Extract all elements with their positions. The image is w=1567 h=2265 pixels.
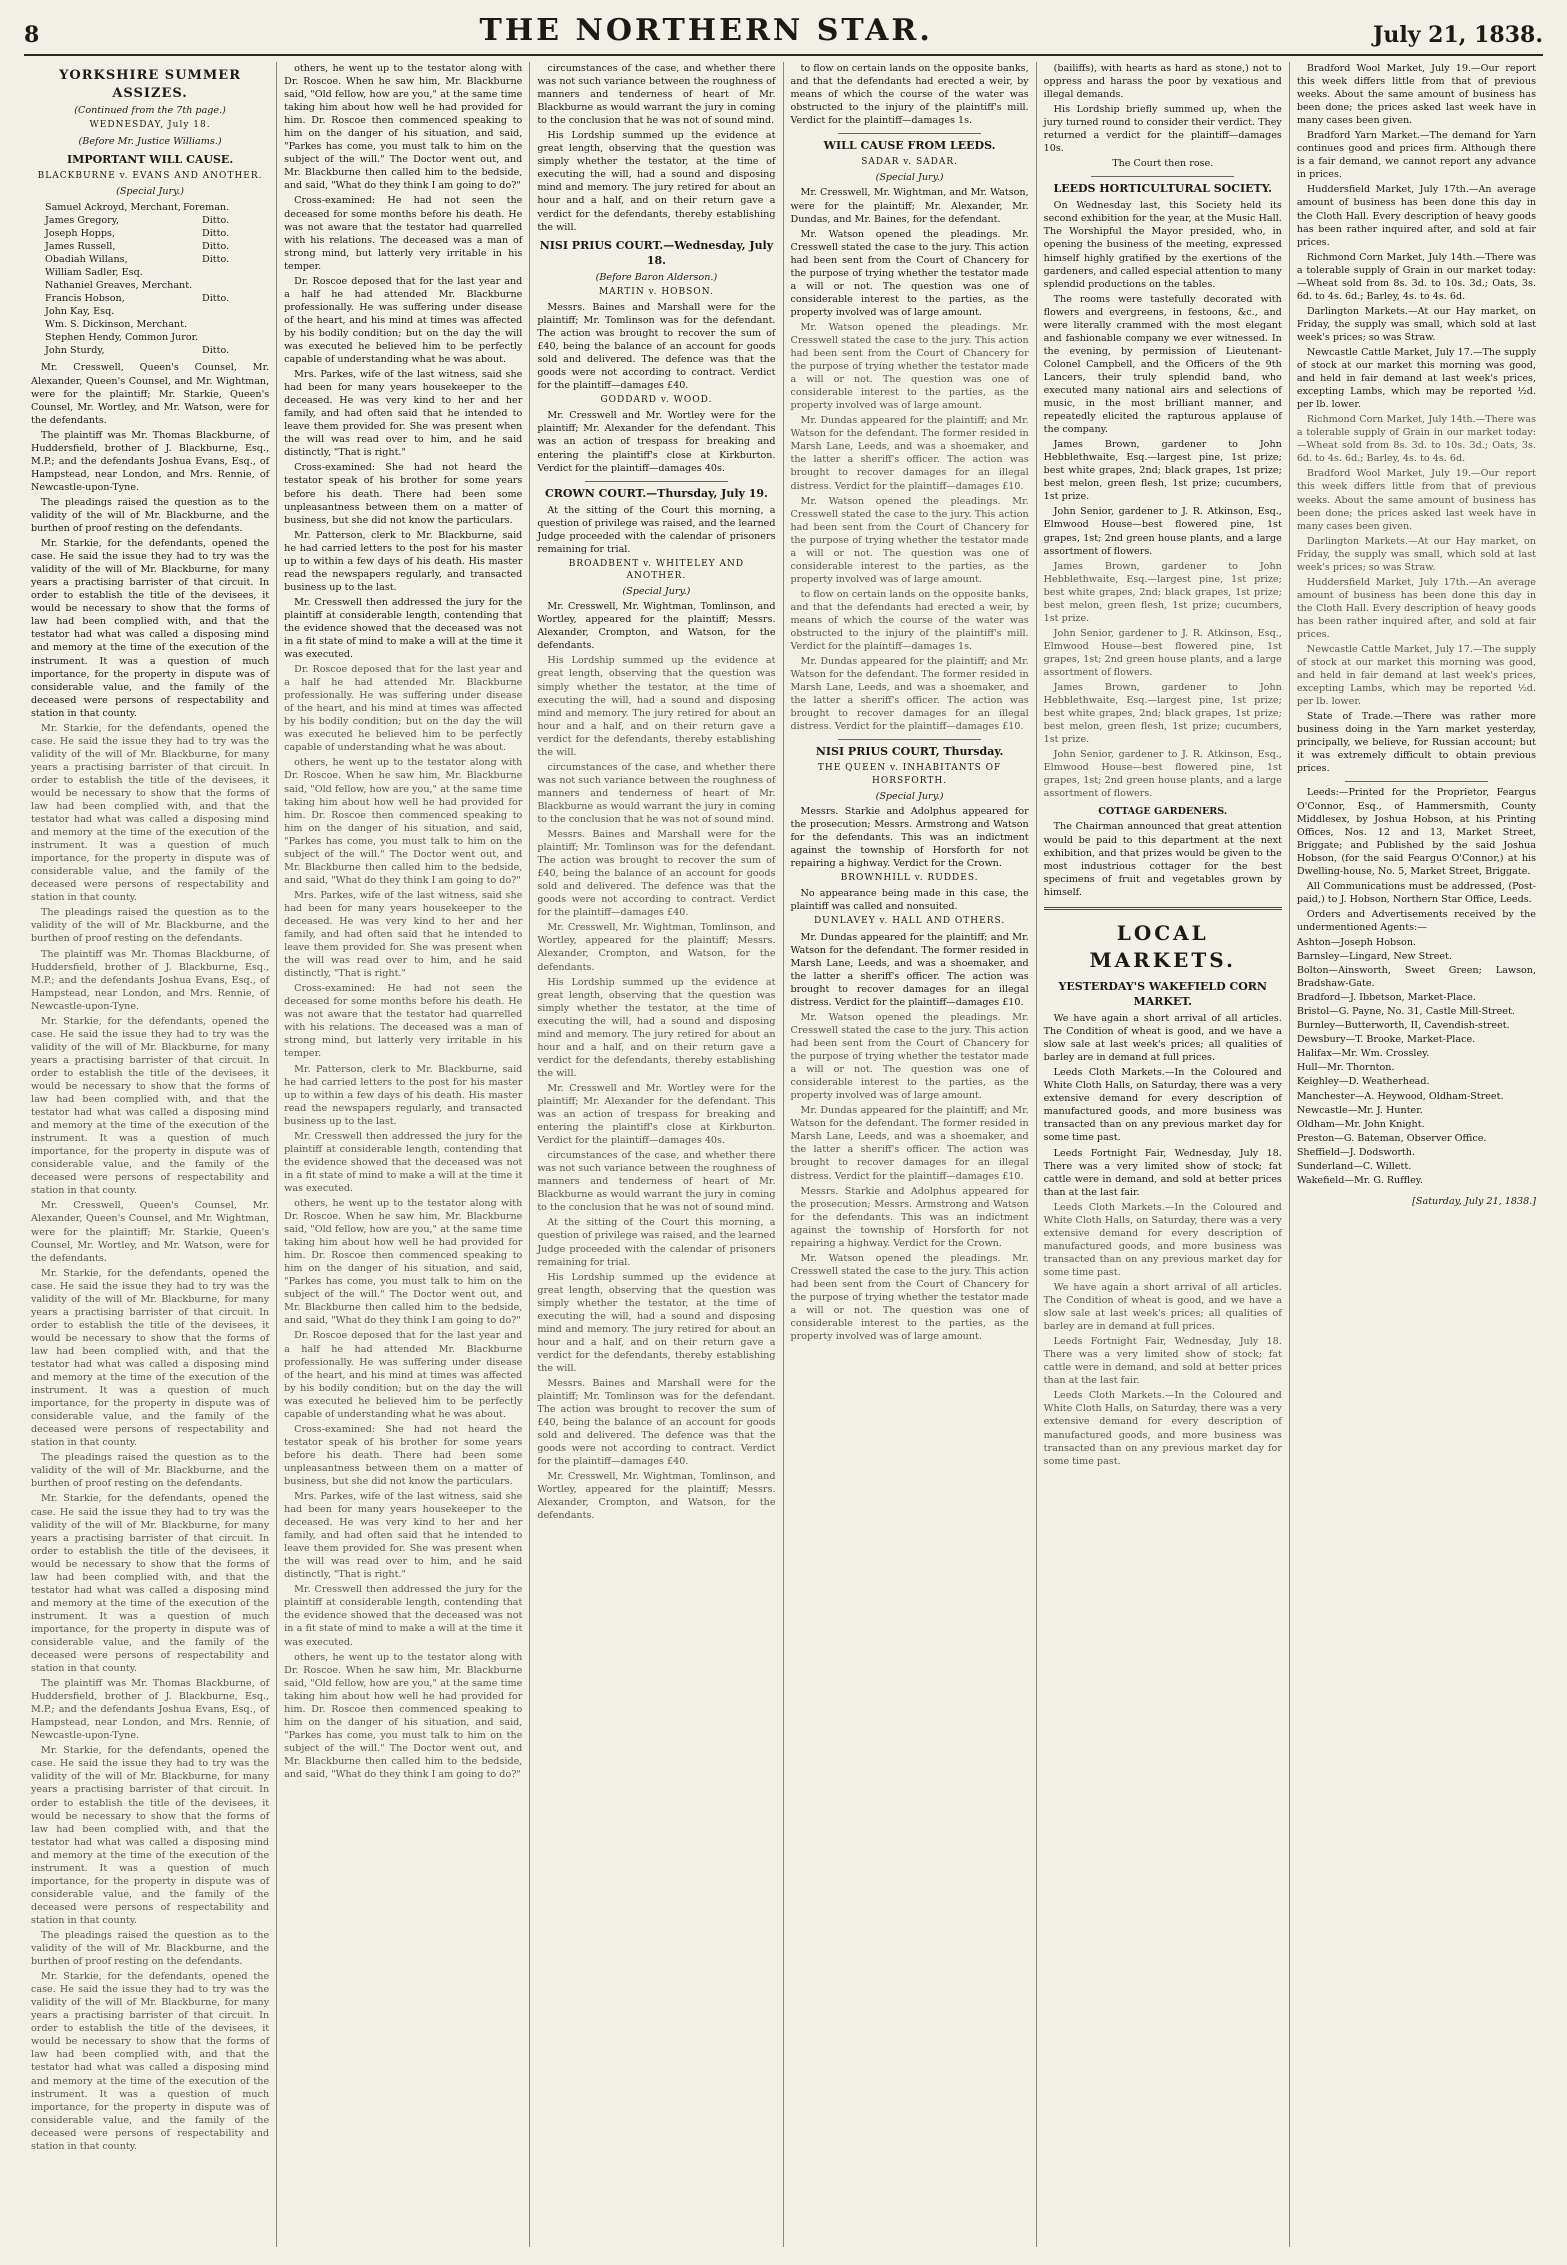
- prize-entry: John Senior, gardener to J. R. Atkinson, Esq., Elmwood House—best flowered pine, 1st grapes, 1st; 2nd green house plants, and a large assortment of flowers.: [1043, 506, 1282, 557]
- jury-label: (Special Jury.): [622, 586, 691, 598]
- paragraph: circumstances of the case, and whether there was not such variance between the roughness of manners and tenderness of heart of Mr. Blackburne as would warrant the jury in coming to the conclusion that he was not of sound mind.: [537, 761, 776, 825]
- paragraph: others, he went up to the testator along with Dr. Roscoe. When he saw him, Mr. Blackburne said, "Old fellow, how are you," at the same time taking him about how well he had provided for him. Dr. Roscoe then commenced speaking to him on the danger of his situation, and said, "Parkes has come, you must talk to him on the subject of the will." The Doctor went out, and Mr. Blackburne then called him to the bedside, and said, "What do they think I am going to do?": [284, 63, 523, 192]
- agent-entry: Manchester—A. Heywood, Oldham-Street.: [1296, 1090, 1504, 1102]
- paragraph: Mr. Starkie, for the defendants, opened the case. He said the issue they had to try was the validity of the will of Mr. Blackburne, for many years a practising barrister of that circuit. In order to establish the title of the devisees, it would be necessary to show that the forms of law had been complied with, and that the testator had what was called a disposing mind and memory at the time of the execution of the instrument. It was a question of much importance, for the property in dispute was of considerable value, and the family of the deceased were persons of respectability and station in that county.: [31, 1267, 270, 1449]
- juror-role: Ditto.: [202, 228, 230, 239]
- paragraph: No appearance being made in this case, the plaintiff was called and nonsuited.: [790, 888, 1029, 913]
- section-date: WEDNESDAY, July 18.: [89, 120, 211, 131]
- juror-name: Joseph Hopps,: [45, 228, 115, 239]
- paragraph: The Chairman announced that great attention would be paid to this department at the next exhibition, and that prizes would be given to the most industrious cottager for the best specimens of fruit and vegetables grown by himself.: [1043, 821, 1282, 898]
- paragraph: The plaintiff was Mr. Thomas Blackburne, of Huddersfield, brother of J. Blackburne, Esq., M.P.; and the defendants Joshua Evans, Esq., of Hampstead, near London, and Mrs. Rennie, of Newcastle-upon-Tyne.: [31, 429, 270, 493]
- market-report: Newcastle Cattle Market, July 17.—The supply of stock at our market this morning was good, and held in fair demand at last week's prices, excepting Lambs, which may be reported ½d. per lb. lower.: [1296, 644, 1536, 708]
- juror-row: [45, 266, 269, 279]
- paragraph: Dr. Roscoe deposed that for the last year and a half he had attended Mr. Blackburne professionally. He was suffering under disease of the heart, and his mind at times was affected by his bodily condition; but on the day the will was executed he believed him to be perfectly capable of understanding what he was about.: [284, 1330, 523, 1420]
- paragraph: Mr. Cresswell, Mr. Wightman, and Mr. Watson, were for the plaintiff; Mr. Alexander, Mr. Dundas, and Mr. Baines, for the defendant.: [790, 187, 1029, 225]
- juror-row: [45, 305, 269, 318]
- paragraph: to flow on certain lands on the opposite banks, and that the defendants had erected a weir, by means of which the course of the water was obstructed to the injury of the plaintiff's mill. Verdict for the plaintiff—damages 1s.: [790, 588, 1029, 653]
- agent-entry: Ashton—Joseph Hobson.: [1296, 937, 1417, 948]
- continued-body: [284, 663, 522, 1781]
- agent-entry: Newcastle—Mr. J. Hunter.: [1296, 1104, 1423, 1116]
- juror-role: Ditto.: [202, 241, 230, 253]
- paragraph: Leeds Cloth Markets.—In the Coloured and White Cloth Halls, on Saturday, there was a very extensive demand for every description of manufactured goods, and more business was transacted than on any previous market day for some time past.: [1043, 1067, 1282, 1144]
- paragraph: Mr. Dundas appeared for the plaintiff; and Mr. Watson for the defendant. The former resided in Marsh Lane, Leeds, and was a shoemaker, and the latter a sheriff's officer. The action was brought to recover damages for an illegal distress. Verdict for the plaintiff—damages £10.: [790, 1105, 1029, 1182]
- agent-entry: Oldham—Mr. John Knight.: [1296, 1118, 1425, 1130]
- agent-entry: Halifax—Mr. Wm. Crossley.: [1296, 1048, 1430, 1060]
- agent-entry: Wakefield—Mr. G. Ruffley.: [1296, 1174, 1423, 1186]
- juror-name: Wm. S. Dickinson, Merchant.: [45, 319, 187, 331]
- jury-list: [45, 201, 269, 358]
- agent-entry: Barnsley—Lingard, New Street.: [1296, 951, 1452, 963]
- paragraph: Mr. Cresswell, Queen's Counsel, Mr. Alexander, Queen's Counsel, and Mr. Wightman, were for the plaintiff; Mr. Starkie, Queen's Counsel, Mr. Wortley, and Mr. Watson, were for the defendants.: [31, 362, 270, 426]
- prize-entry: John Senior, gardener to J. R. Atkinson, Esq., Elmwood House—best flowered pine, 1st grapes, 1st; 2nd green house plants, and a large assortment of flowers.: [1043, 749, 1282, 800]
- juror-role: Ditto.: [202, 254, 230, 266]
- paragraph: Mr. Cresswell, Mr. Wightman, Tomlinson, and Wortley, appeared for the plaintiff; Messrs. Alexander, Crompton, and Watson, for the defendants.: [537, 601, 776, 652]
- divider: [838, 739, 981, 740]
- paragraph: Mr. Starkie, for the defendants, opened the case. He said the issue they had to try was the validity of the will of Mr. Blackburne, for many years a practising barrister of that circuit. In order to establish the title of the devisees, it would be necessary to show that the forms of law had been complied with, and that the testator had what was called a disposing mind and memory at the time of the execution of the instrument. It was a question of much importance, for the property in dispute was of considerable value, and the family of the deceased were persons of respectability and station in that county.: [31, 538, 270, 719]
- juror-name: James Gregory,: [45, 214, 119, 226]
- section-heading: YORKSHIRE SUMMER ASSIZES.: [59, 68, 242, 101]
- section-heading: NISI PRIUS COURT, Thursday.: [815, 745, 1004, 759]
- case-parties: MARTIN v. HOBSON.: [598, 286, 714, 297]
- paragraph: The pleadings raised the question as to the validity of the will of Mr. Blackburne, and the burthen of proof resting on the defendants.: [31, 1452, 270, 1490]
- paragraph: Mr. Cresswell, Mr. Wightman, Tomlinson, and Wortley, appeared for the plaintiff; Messrs. Alexander, Crompton, and Watson, for the defendants.: [537, 922, 776, 973]
- juror-name: John Sturdy,: [45, 345, 105, 357]
- agent-entry: Sunderland—C. Willett.: [1296, 1160, 1412, 1172]
- juror-role: Foreman.: [182, 201, 230, 213]
- paragraph: His Lordship summed up the evidence at great length, observing that the question was simply whether the testator, at the time of executing the will, had a sound and disposing mind and memory. The jury retired for about an hour and a half, and on their return gave a verdict for the defendants, thereby establishing the will.: [537, 976, 776, 1079]
- paragraph: Mr. Patterson, clerk to Mr. Blackburne, said he had carried letters to the post for his master up to within a few days of his death. His master read the newspapers regularly, and transacted business up to the last.: [284, 529, 523, 593]
- paragraph: others, he went up to the testator along with Dr. Roscoe. When he saw him, Mr. Blackburne said, "Old fellow, how are you," at the same time taking him about how well he had provided for him. Dr. Roscoe then commenced speaking to him on the danger of his situation, and said, "Parkes has come, you must talk to him on the subject of the will." The Doctor went out, and Mr. Blackburne then called him to the bedside, and said, "What do they think I am going to do?": [284, 1651, 523, 1780]
- paragraph: Leeds Cloth Markets.—In the Coloured and White Cloth Halls, on Saturday, there was a very extensive demand for every description of manufactured goods, and more business was transacted than on any previous market day for some time past.: [1043, 1390, 1282, 1467]
- paragraph: Mrs. Parkes, wife of the last witness, said she had been for many years housekeeper to the deceased. He was very kind to her and her family, and had often said that he intended to leave them provided for. She was present when the will was read over to him, and he said distinctly, "That is right.": [284, 1491, 523, 1581]
- juror-name: Francis Hobson,: [45, 293, 125, 305]
- paragraph: to flow on certain lands on the opposite banks, and that the defendants had erected a weir, by means of which the course of the water was obstructed to the injury of the plaintiff's mill. Verdict for the plaintiff—damages 1s.: [790, 63, 1029, 127]
- juror-name: James Russell,: [45, 241, 116, 253]
- paragraph: (bailiffs), with hearts as hard as stone,) not to oppress and harass the poor by vexatious and illegal demands.: [1043, 63, 1282, 101]
- paragraph: Mr. Starkie, for the defendants, opened the case. He said the issue they had to try was the validity of the will of Mr. Blackburne, for many years a practising barrister of that circuit. In order to establish the title of the devisees, it would be necessary to show that the forms of law had been complied with, and that the testator had what was called a disposing mind and memory at the time of the execution of the instrument. It was a question of much importance, for the property in dispute was of considerable value, and the family of the deceased were persons of respectability and station in that county.: [31, 1015, 270, 1197]
- agent-entry: Bradford—J. Ibbetson, Market-Place.: [1296, 992, 1476, 1004]
- agent-entry: Bolton—Ainsworth, Sweet Green; Lawson, Bradshaw-Gate.: [1296, 965, 1536, 990]
- paragraph: We have again a short arrival of all articles. The Condition of wheat is good, and we have a slow sale at last week's prices; all qualities of barley are in demand at full prices.: [1043, 1013, 1282, 1064]
- prize-entry: James Brown, gardener to John Hebblethwaite, Esq.—largest pine, 1st prize; best white grapes, 2nd; black grapes, 1st prize; best melon, green flesh, 1st prize; cucumbers, 1st prize.: [1043, 682, 1282, 746]
- prize-entry: James Brown, gardener to John Hebblethwaite, Esq.—largest pine, 1st prize; best white grapes, 2nd; black grapes, 1st prize; best melon, green flesh, 1st prize; cucumbers, 1st prize.: [1043, 560, 1282, 624]
- section-heading: LEEDS HORTICULTURAL SOCIETY.: [1053, 182, 1273, 196]
- paragraph: Mrs. Parkes, wife of the last witness, said she had been for many years housekeeper to the deceased. He was very kind to her and her family, and had often said that he intended to leave them provided for. She was present when the will was read over to him, and he said distinctly, "That is right.": [284, 369, 523, 459]
- prize-entry: James Brown, gardener to John Hebblethwaite, Esq.—largest pine, 1st prize; best white grapes, 2nd; black grapes, 1st prize; best melon, green flesh, 1st prize; cucumbers, 1st prize.: [1043, 439, 1282, 503]
- paragraph: Messrs. Starkie and Adolphus appeared for the prosecution; Messrs. Armstrong and Watson for the defendants. This was an indictment against the township of Horsforth for not repairing a highway. Verdict for the Crown.: [790, 1185, 1029, 1249]
- juror-name: Samuel Ackroyd, Merchant,: [45, 201, 181, 213]
- jury-label: (Special Jury.): [875, 172, 944, 184]
- paragraph: His Lordship briefly summed up, when the jury turned round to consider their verdict. They returned a verdict for the plaintiff—damages 10s.: [1043, 104, 1282, 155]
- juror-role: Ditto.: [202, 293, 230, 305]
- paragraph: At the sitting of the Court this morning, a question of privilege was raised, and the learned Judge proceeded with the calendar of prisoners remaining for trial.: [537, 504, 776, 555]
- juror-row: [45, 253, 269, 266]
- paragraph: Messrs. Baines and Marshall were for the plaintiff; Mr. Tomlinson was for the defendant. The action was brought to recover the sum of £40, being the balance of an account for goods sold and delivered. The defence was that the goods were not according to contract. Verdict for the plaintiff—damages £40.: [537, 829, 776, 919]
- paragraph: Messrs. Baines and Marshall were for the plaintiff; Mr. Tomlinson was for the defendant. The action was brought to recover the sum of £40, being the balance of an account for goods sold and delivered. The defence was that the goods were not according to contract. Verdict for the plaintiff—damages £40.: [537, 1377, 776, 1468]
- case-parties: THE QUEEN v. INHABITANTS OF HORSFORTH.: [817, 763, 1002, 786]
- paragraph: The pleadings raised the question as to the validity of the will of Mr. Blackburne, and the burthen of proof resting on the defendants.: [31, 1930, 270, 1968]
- market-report: State of Trade.—There was rather more business doing in the Yarn market yesterday, principally, we believe, for Russian account; but it was extremely difficult to obtain previous prices.: [1296, 711, 1536, 775]
- case-parties: SADAR v. SADAR.: [861, 157, 958, 168]
- section-heading: COTTAGE GARDENERS.: [1098, 806, 1228, 818]
- agents-list: [1297, 936, 1536, 1187]
- paragraph: Mr. Starkie, for the defendants, opened the case. He said the issue they had to try was the validity of the will of Mr. Blackburne, for many years a practising barrister of that circuit. In order to establish the title of the devisees, it would be necessary to show that the forms of law had been complied with, and that the testator had what was called a disposing mind and memory at the time of the execution of the instrument. It was a question of much importance, for the property in dispute was of considerable value, and the family of the deceased were persons of respectability and station in that county.: [31, 1745, 270, 1926]
- paragraph: circumstances of the case, and whether there was not such variance between the roughness of manners and tenderness of heart of Mr. Blackburne as would warrant the jury in coming to the conclusion that he was not of sound mind.: [537, 1150, 776, 1214]
- case-title: IMPORTANT WILL CAUSE.: [67, 152, 234, 166]
- market-report: Bradford Yarn Market.—The demand for Yarn continues good and prices firm. Although there is a fair demand, we cannot report any advance in prices.: [1296, 130, 1536, 181]
- market-report: Darlington Markets.—At our Hay market, on Friday, the supply was small, which sold at last week's prices; so was Straw.: [1296, 305, 1536, 343]
- continued-body: [1044, 1201, 1282, 1468]
- juror-role: Ditto.: [202, 214, 230, 226]
- issue-date: July 21, 1838.: [1372, 22, 1543, 48]
- continued-body: [31, 722, 269, 2153]
- juror-row: [45, 331, 269, 344]
- market-report: Darlington Markets.—At our Hay market, on Friday, the supply was small, which sold at last week's prices; so was Straw.: [1296, 535, 1536, 573]
- agents-label: Orders and Advertisements received by the undermentioned Agents:—: [1296, 908, 1536, 933]
- paragraph: Dr. Roscoe deposed that for the last year and a half he had attended Mr. Blackburne professionally. He was suffering under disease of the heart, and his mind at times was affected by his bodily condition; but on the day the will was executed he believed him to be perfectly capable of understanding what he was about.: [284, 664, 523, 754]
- juror-row: [45, 279, 269, 292]
- paragraph: Mr. Watson opened the pleadings. Mr. Cresswell stated the case to the jury. This action had been sent from the Court of Chancery for the purpose of trying whether the testator made a will or not. The question was one of considerable interest to the parties, as the property involved was of large amount.: [790, 495, 1029, 585]
- paragraph: The pleadings raised the question as to the validity of the will of Mr. Blackburne, and the burthen of proof resting on the defendants.: [31, 496, 270, 535]
- imprint: Leeds:—Printed for the Proprietor, Feargus O'Connor, Esq., of Hammersmith, County Middlesex, by Joshua Hobson, at his Printing Offices, Nos. 12 and 13, Market Street, Briggate; and Published by the said Joshua Hobson, (for the said Feargus O'Connor,) at his Dwelling-house, No. 5, Market Street, Briggate.: [1296, 787, 1536, 877]
- juror-row: [45, 292, 269, 305]
- local-markets-heading: LOCAL MARKETS.: [1089, 920, 1236, 972]
- continued-body: [791, 321, 1029, 733]
- agent-entry: Burnley—Butterworth, II, Cavendish-street.: [1296, 1020, 1510, 1032]
- juror-name: John Kay, Esq.: [45, 306, 115, 318]
- paragraph: Mr. Watson opened the pleadings. Mr. Cresswell stated the case to the jury. This action had been sent from the Court of Chancery for the purpose of trying whether the testator made a will or not. The question was one of considerable interest to the parties, as the property involved was of large amount.: [790, 228, 1029, 318]
- continued-note: (Continued from the 7th page.): [74, 105, 226, 117]
- paragraph: Mr. Watson opened the pleadings. Mr. Cresswell stated the case to the jury. This action had been sent from the Court of Chancery for the purpose of trying whether the testator made a will or not. The question was one of considerable interest to the parties, as the property involved was of large amount.: [790, 1252, 1029, 1343]
- juror-name: William Sadler, Esq.: [45, 267, 143, 279]
- continued-body: [1297, 413, 1536, 708]
- paragraph: Dr. Roscoe deposed that for the last year and a half he had attended Mr. Blackburne professionally. He was suffering under disease of the heart, and his mind at times was affected by his bodily condition; but on the day the will was executed he believed him to be perfectly capable of understanding what he was about.: [284, 275, 523, 366]
- paragraph: Mr. Cresswell then addressed the jury for the plaintiff at considerable length, contending that the evidence showed that the deceased was not in a fit state of mind to make a will at the time it was executed.: [284, 596, 523, 661]
- paragraph: Mr. Cresswell, Mr. Wightman, Tomlinson, and Wortley, appeared for the plaintiff; Messrs. Alexander, Crompton, and Watson, for the defendants.: [537, 1471, 776, 1522]
- paragraph: Mr. Cresswell then addressed the jury for the plaintiff at considerable length, contending that the evidence showed that the deceased was not in a fit state of mind to make a will at the time it was executed.: [284, 1130, 523, 1194]
- case-parties: BROADBENT v. WHITELEY AND ANOTHER.: [568, 558, 745, 581]
- case-parties: DUNLAVEY v. HALL AND OTHERS.: [813, 916, 1006, 927]
- section-heading: YESTERDAY'S WAKEFIELD CORN MARKET.: [1058, 980, 1267, 1009]
- juror-row: [45, 318, 269, 331]
- agent-entry: Sheffield—J. Dodsworth.: [1296, 1146, 1416, 1158]
- paragraph: Mr. Cresswell then addressed the jury for the plaintiff at considerable length, contending that the evidence showed that the deceased was not in a fit state of mind to make a will at the time it was executed.: [284, 1584, 523, 1648]
- paragraph: The plaintiff was Mr. Thomas Blackburne, of Huddersfield, brother of J. Blackburne, Esq., M.P.; and the defendants Joshua Evans, Esq., of Hampstead, near London, and Mrs. Rennie, of Newcastle-upon-Tyne.: [31, 1678, 270, 1742]
- paragraph: Cross-examined: He had not seen the deceased for some months before his death. He was not aware that the testator had quarrelled with his relations. The deceased was a man of strong mind, but latterly very irritable in his temper.: [284, 983, 523, 1060]
- paragraph: Cross-examined: He had not seen the deceased for some months before his death. He was not aware that the testator had quarrelled with his relations. The deceased was a man of strong mind, but latterly very irritable in his temper.: [284, 195, 523, 272]
- juror-row: [45, 201, 269, 214]
- paragraph: Mr. Watson opened the pleadings. Mr. Cresswell stated the case to the jury. This action had been sent from the Court of Chancery for the purpose of trying whether the testator made a will or not. The question was one of considerable interest to the parties, as the property involved was of large amount.: [790, 1011, 1029, 1102]
- section-heading: CROWN COURT.—Thursday, July 19.: [544, 486, 768, 500]
- column-1: [24, 62, 277, 2247]
- judge-note: (Before Baron Alderson.): [595, 271, 718, 283]
- divider: [1091, 176, 1234, 177]
- section-heading: WILL CAUSE FROM LEEDS.: [823, 139, 996, 153]
- paragraph: The rooms were tastefully decorated with flowers and evergreens, in festoons, &c., and were literally crammed with the most elegant and fashionable company we ever witnessed. In the evening, by permission of Lieutenant-Colonel Campbell, and the Officers of the 9th Lancers, their truly splendid band, who executed many national airs and selections of music, in the most brilliant manner, and repeatedly elicited the rapturous applause of the company.: [1043, 293, 1282, 436]
- continued-body: [791, 1011, 1029, 1343]
- market-report: Huddersfield Market, July 17th.—An average amount of business has been done this day in the Cloth Hall. Every description of heavy goods has been rather inquired after, and sold at fair prices.: [1296, 184, 1536, 248]
- juror-name: Nathaniel Greaves, Merchant.: [45, 280, 193, 292]
- paragraph: Mr. Dundas appeared for the plaintiff; and Mr. Watson for the defendant. The former resided in Marsh Lane, Leeds, and was a shoemaker, and the latter a sheriff's officer. The action was brought to recover damages for an illegal distress. Verdict for the plaintiff—damages £10.: [790, 931, 1029, 1008]
- continued-body: [1044, 560, 1282, 801]
- column-3: [530, 62, 783, 2247]
- paragraph: Mr. Patterson, clerk to Mr. Blackburne, said he had carried letters to the post for his master up to within a few days of his death. His master read the newspapers regularly, and transacted business up to the last.: [284, 1063, 523, 1127]
- market-report: Newcastle Cattle Market, July 17.—The supply of stock at our market this morning was good, and held in fair demand at last week's prices, excepting Lambs, which may be reported ½d. per lb. lower.: [1296, 346, 1536, 411]
- agent-entry: Bristol—G. Payne, No. 31, Castle Mill-Street.: [1296, 1006, 1515, 1018]
- juror-row: [45, 344, 269, 357]
- market-report: Bradford Wool Market, July 19.—Our report this week differs little from that of previous weeks. About the same amount of business has been done; the prices asked last week have in many cases been given.: [1296, 63, 1536, 127]
- juror-role: Ditto.: [202, 345, 230, 357]
- jury-label: (Special Jury.): [116, 185, 185, 197]
- court-rose-note: The Court then rose.: [1112, 158, 1214, 170]
- prize-entry: John Senior, gardener to J. R. Atkinson, Esq., Elmwood House—best flowered pine, 1st grapes, 1st; 2nd green house plants, and a large assortment of flowers.: [1043, 627, 1282, 678]
- paragraph: Leeds Cloth Markets.—In the Coloured and White Cloth Halls, on Saturday, there was a very extensive demand for every description of manufactured goods, and more business was transacted than on any previous market day for some time past.: [1043, 1201, 1282, 1278]
- paragraph: Cross-examined: She had not heard the testator speak of his brother for some years before his death. There had been some unpleasantness between them on a matter of business, but she did not know the particulars.: [284, 462, 523, 526]
- juror-name: Obadiah Willans,: [45, 254, 128, 266]
- divider: [1044, 907, 1282, 910]
- market-report: Richmond Corn Market, July 14th.—There was a tolerable supply of Grain in our market today:—Wheat sold from 8s. 3d. to 10s. 3d.; Oats, 3s. 6d. to 4s. 6d.; Barley, 4s. to 4s. 6d.: [1296, 251, 1536, 302]
- juror-row: [45, 227, 269, 240]
- paragraph: At the sitting of the Court this morning, a question of privilege was raised, and the learned Judge proceeded with the calendar of prisoners remaining for trial.: [537, 1217, 776, 1268]
- paragraph: Messrs. Starkie and Adolphus appeared for the prosecution; Messrs. Armstrong and Watson for the defendants. This was an indictment against the township of Horsforth for not repairing a highway. Verdict for the Crown.: [790, 805, 1029, 870]
- paragraph: The pleadings raised the question as to the validity of the will of Mr. Blackburne, and the burthen of proof resting on the defendants.: [31, 907, 270, 945]
- juror-row: [45, 240, 269, 253]
- page-number: 8: [24, 22, 40, 48]
- paragraph: Cross-examined: She had not heard the testator speak of his brother for some years before his death. There had been some unpleasantness between them on a matter of business, but she did not know the particulars.: [284, 1423, 523, 1487]
- paragraph: Mr. Starkie, for the defendants, opened the case. He said the issue they had to try was the validity of the will of Mr. Blackburne, for many years a practising barrister of that circuit. In order to establish the title of the devisees, it would be necessary to show that the forms of law had been complied with, and that the testator had what was called a disposing mind and memory at the time of the execution of the instrument. It was a question of much importance, for the property in dispute was of considerable value, and the family of the deceased were persons of respectability and station in that county.: [31, 1493, 270, 1675]
- paragraph: others, he went up to the testator along with Dr. Roscoe. When he saw him, Mr. Blackburne said, "Old fellow, how are you," at the same time taking him about how well he had provided for him. Dr. Roscoe then commenced speaking to him on the danger of his situation, and said, "Parkes has come, you must talk to him on the subject of the will." The Doctor went out, and Mr. Blackburne then called him to the bedside, and said, "What do they think I am going to do?": [284, 1197, 523, 1327]
- market-report: Richmond Corn Market, July 14th.—There was a tolerable supply of Grain in our market today:—Wheat sold from 8s. 3d. to 10s. 3d.; Oats, 3s. 6d. to 4s. 6d.; Barley, 4s. to 4s. 6d.: [1296, 414, 1536, 465]
- column-4: [784, 62, 1037, 2247]
- paragraph: His Lordship summed up the evidence at great length, observing that the question was simply whether the testator, at the time of executing the will, had a sound and disposing mind and memory. The jury retired for about an hour and a half, and on their return gave a verdict for the defendants, thereby establishing the will.: [537, 130, 776, 233]
- column-2: [277, 62, 530, 2247]
- paragraph: His Lordship summed up the evidence at great length, observing that the question was simply whether the testator, at the time of executing the will, had a sound and disposing mind and memory. The jury retired for about an hour and a half, and on their return gave a verdict for the defendants, thereby establishing the will.: [537, 1271, 776, 1374]
- agent-entry: Hull—Mr. Thornton.: [1296, 1062, 1395, 1074]
- agent-entry: Preston—G. Bateman, Observer Office.: [1296, 1132, 1487, 1144]
- case-parties: GODDARD v. WOOD.: [600, 395, 713, 406]
- paragraph: Mr. Dundas appeared for the plaintiff; and Mr. Watson for the defendant. The former resided in Marsh Lane, Leeds, and was a shoemaker, and the latter a sheriff's officer. The action was brought to recover damages for an illegal distress. Verdict for the plaintiff—damages £10.: [790, 415, 1029, 492]
- agent-entry: Keighley—D. Weatherhead.: [1296, 1076, 1430, 1088]
- paragraph: On Wednesday last, this Society held its second exhibition for the year, at the Music Hall. The Worshipful the Mayor presided, who, in opening the business of the meeting, expressed himself highly gratified by the exertions of the gardeners, and called especial attention to many splendid productions on the tables.: [1043, 200, 1282, 290]
- divider: [1345, 781, 1489, 782]
- paragraph: Mr. Dundas appeared for the plaintiff; and Mr. Watson for the defendant. The former resided in Marsh Lane, Leeds, and was a shoemaker, and the latter a sheriff's officer. The action was brought to recover damages for an illegal distress. Verdict for the plaintiff—damages £10.: [790, 656, 1029, 733]
- paragraph: We have again a short arrival of all articles. The Condition of wheat is good, and we have a slow sale at last week's prices; all qualities of barley are in demand at full prices.: [1043, 1281, 1282, 1333]
- paragraph: Leeds Fortnight Fair, Wednesday, July 18. There was a very limited show of stock; fat cattle were in demand, and sold at better prices than at the last fair.: [1043, 1147, 1282, 1198]
- paragraph: Mr. Cresswell and Mr. Wortley were for the plaintiff; Mr. Alexander for the defendant. This was an action of trespass for breaking and entering the plaintiff's close at Kirkburton. Verdict for the plaintiff—damages 40s.: [537, 1082, 776, 1147]
- divider: [585, 481, 728, 482]
- newspaper-title: THE NORTHERN STAR.: [479, 13, 933, 48]
- jury-label: (Special Jury.): [875, 790, 944, 802]
- case-parties: BLACKBURNE v. EVANS AND ANOTHER.: [37, 170, 263, 181]
- paragraph: circumstances of the case, and whether there was not such variance between the roughness of manners and tenderness of heart of Mr. Blackburne as would warrant the jury in coming to the conclusion that he was not of sound mind.: [537, 63, 776, 127]
- judge-note: (Before Mr. Justice Williams.): [78, 135, 222, 147]
- continued-body: [537, 654, 775, 1522]
- juror-row: [45, 214, 269, 227]
- agent-entry: Dewsbury—T. Brooke, Market-Place.: [1296, 1034, 1476, 1046]
- paragraph: Messrs. Baines and Marshall were for the plaintiff; Mr. Tomlinson was for the defendant. The action was brought to recover the sum of £40, being the balance of an account for goods sold and delivered. The defence was that the goods were not according to contract. Verdict for the plaintiff—damages £40.: [537, 301, 776, 392]
- paragraph: Mr. Watson opened the pleadings. Mr. Cresswell stated the case to the jury. This action had been sent from the Court of Chancery for the purpose of trying whether the testator made a will or not. The question was one of considerable interest to the parties, as the property involved was of large amount.: [790, 321, 1029, 412]
- address-note: All Communications must be addressed, (Post-paid,) to J. Hobson, Northern Star Office, Leeds.: [1296, 880, 1536, 905]
- newspaper-columns: [24, 62, 1543, 2247]
- market-report: Bradford Wool Market, July 19.—Our report this week differs little from that of previous weeks. About the same amount of business has been done; the prices asked last week have in many cases been given.: [1296, 468, 1536, 532]
- paragraph: Mr. Starkie, for the defendants, opened the case. He said the issue they had to try was the validity of the will of Mr. Blackburne, for many years a practising barrister of that circuit. In order to establish the title of the devisees, it would be necessary to show that the forms of law had been complied with, and that the testator had what was called a disposing mind and memory at the time of the execution of the instrument. It was a question of much importance, for the property in dispute was of considerable value, and the family of the deceased were persons of respectability and station in that county.: [31, 1971, 270, 2152]
- paragraph: Mr. Cresswell and Mr. Wortley were for the plaintiff; Mr. Alexander for the defendant. This was an action of trespass for breaking and entering the plaintiff's close at Kirkburton. Verdict for the plaintiff—damages 40s.: [537, 410, 776, 474]
- paragraph: Mr. Starkie, for the defendants, opened the case. He said the issue they had to try was the validity of the will of Mr. Blackburne, for many years a practising barrister of that circuit. In order to establish the title of the devisees, it would be necessary to show that the forms of law had been complied with, and that the testator had what was called a disposing mind and memory at the time of the execution of the instrument. It was a question of much importance, for the property in dispute was of considerable value, and the family of the deceased were persons of respectability and station in that county.: [31, 722, 270, 904]
- juror-name: Stephen Hendy, Common Juror.: [45, 332, 199, 344]
- paragraph: His Lordship summed up the evidence at great length, observing that the question was simply whether the testator, at the time of executing the will, had a sound and disposing mind and memory. The jury retired for about an hour and a half, and on their return gave a verdict for the defendants, thereby establishing the will.: [537, 655, 776, 758]
- paragraph: Leeds Fortnight Fair, Wednesday, July 18. There was a very limited show of stock; fat cattle were in demand, and sold at better prices than at the last fair.: [1043, 1336, 1282, 1387]
- issue-footer: [Saturday, July 21, 1838.]: [1412, 1195, 1536, 1207]
- masthead: [24, 10, 1543, 56]
- paragraph: The plaintiff was Mr. Thomas Blackburne, of Huddersfield, brother of J. Blackburne, Esq., M.P.; and the defendants Joshua Evans, Esq., of Hampstead, near London, and Mrs. Rennie, of Newcastle-upon-Tyne.: [31, 948, 270, 1012]
- paragraph: Mr. Cresswell, Queen's Counsel, Mr. Alexander, Queen's Counsel, and Mr. Wightman, were for the plaintiff; Mr. Starkie, Queen's Counsel, Mr. Wortley, and Mr. Watson, were for the defendants.: [31, 1200, 270, 1264]
- paragraph: Mrs. Parkes, wife of the last witness, said she had been for many years housekeeper to the deceased. He was very kind to her and her family, and had often said that he intended to leave them provided for. She was present when the will was read over to him, and he said distinctly, "That is right.": [284, 889, 523, 980]
- divider: [838, 133, 981, 134]
- column-5: [1037, 62, 1290, 2247]
- paragraph: others, he went up to the testator along with Dr. Roscoe. When he saw him, Mr. Blackburne said, "Old fellow, how are you," at the same time taking him about how well he had provided for him. Dr. Roscoe then commenced speaking to him on the danger of his situation, and said, "Parkes has come, you must talk to him on the subject of the will." The Doctor went out, and Mr. Blackburne then called him to the bedside, and said, "What do they think I am going to do?": [284, 757, 523, 886]
- column-6: [1290, 62, 1543, 2247]
- case-parties: BROWNHILL v. RUDDES.: [840, 873, 979, 884]
- market-report: Huddersfield Market, July 17th.—An average amount of business has been done this day in the Cloth Hall. Every description of heavy goods has been rather inquired after, and sold at fair prices.: [1296, 576, 1536, 640]
- section-heading: NISI PRIUS COURT.—Wednesday, July 18.: [539, 238, 774, 267]
